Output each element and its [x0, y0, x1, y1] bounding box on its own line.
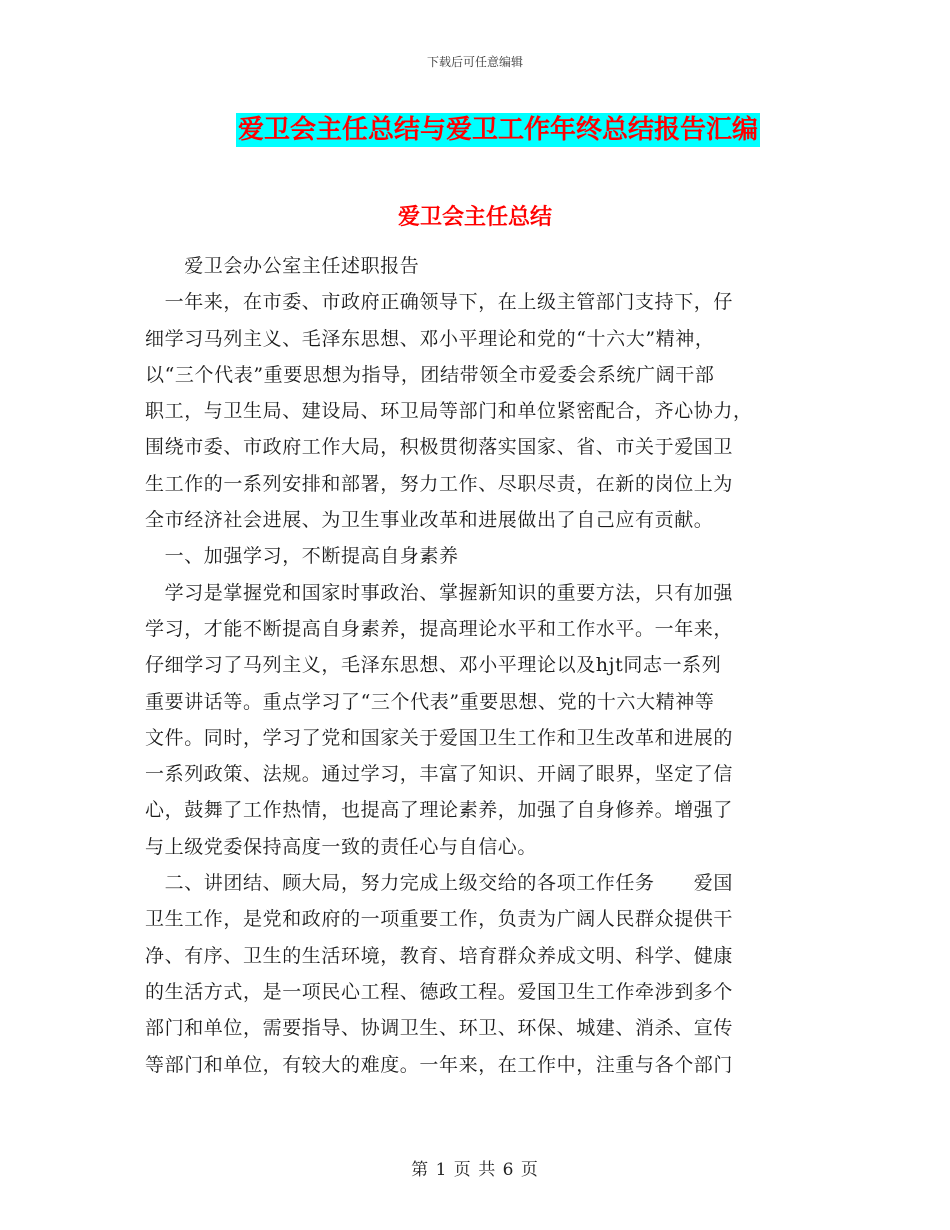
body-line: 文件。同时，学习了党和国家关于爱国卫生工作和卫生改革和进展的: [145, 726, 734, 749]
body-line: 生工作的一系列安排和部署，努力工作、尽职尽责，在新的岗位上为: [145, 472, 734, 495]
body-line: 仔细学习了马列主义，毛泽东思想、邓小平理论以及hjt同志一系列: [145, 654, 722, 677]
page-header-note: 下载后可任意编辑: [426, 55, 523, 69]
body-line: 职工，与卫生局、建设局、环卫局等部门和单位紧密配合，齐心协力，: [145, 400, 753, 423]
body-line: 围绕市委、市政府工作大局，积极贯彻落实国家、省、市关于爱国卫: [145, 436, 734, 459]
body-line: 以“三个代表”重要思想为指导，团结带领全市爱委会系统广阔干部: [145, 363, 715, 386]
page-number-footer: 第 1 页 共 6 页: [411, 1160, 539, 1180]
document-main-title: 爱卫会主任总结与爱卫工作年终总结报告汇编: [237, 115, 758, 145]
body-line: 学习，才能不断提高自身素养，提高理论水平和工作水平。一年来，: [145, 617, 734, 640]
body-line: 净、有序、卫生的生活环境，教育、培育群众养成文明、科学、健康: [145, 944, 734, 967]
body-line: 细学习马列主义、毛泽东思想、邓小平理论和党的“十六大”精神，: [145, 327, 715, 350]
body-line: 二、讲团结、顾大局，努力完成上级交给的各项工作任务 爱国: [145, 872, 734, 895]
body-line: 爱卫会办公室主任述职报告: [145, 255, 420, 277]
body-line: 一、加强学习，不断提高自身素养: [145, 545, 459, 568]
body-line: 一年来，在市委、市政府正确领导下，在上级主管部门支持下，仔: [145, 291, 734, 314]
body-line: 一系列政策、法规。通过学习，丰富了知识、开阔了眼界，坚定了信: [145, 763, 734, 786]
document-body: [145, 248, 805, 1083]
section-title: 爱卫会主任总结: [397, 204, 552, 230]
body-line: 等部门和单位，有较大的难度。一年来，在工作中，注重与各个部门: [145, 1053, 734, 1076]
body-line: 的生活方式，是一项民心工程、德政工程。爱国卫生工作牵涉到多个: [145, 980, 734, 1003]
body-line: 部门和单位，需要指导、协调卫生、环卫、环保、城建、消杀、宣传: [145, 1017, 734, 1040]
body-line: 学习是掌握党和国家时事政治、掌握新知识的重要方法，只有加强: [145, 581, 734, 604]
body-line: 卫生工作，是党和政府的一项重要工作，负责为广阔人民群众提供干: [145, 908, 734, 931]
main-title-container: [0, 113, 950, 147]
body-line: 重要讲话等。重点学习了“三个代表”重要思想、党的十六大精神等: [145, 690, 715, 713]
body-line: 心，鼓舞了工作热情，也提高了理论素养，加强了自身修养。增强了: [145, 799, 734, 822]
body-line: 全市经济社会进展、为卫生事业改革和进展做出了自己应有贡献。: [145, 509, 714, 532]
body-line: 与上级党委保持高度一致的责任心与自信心。: [145, 835, 538, 858]
